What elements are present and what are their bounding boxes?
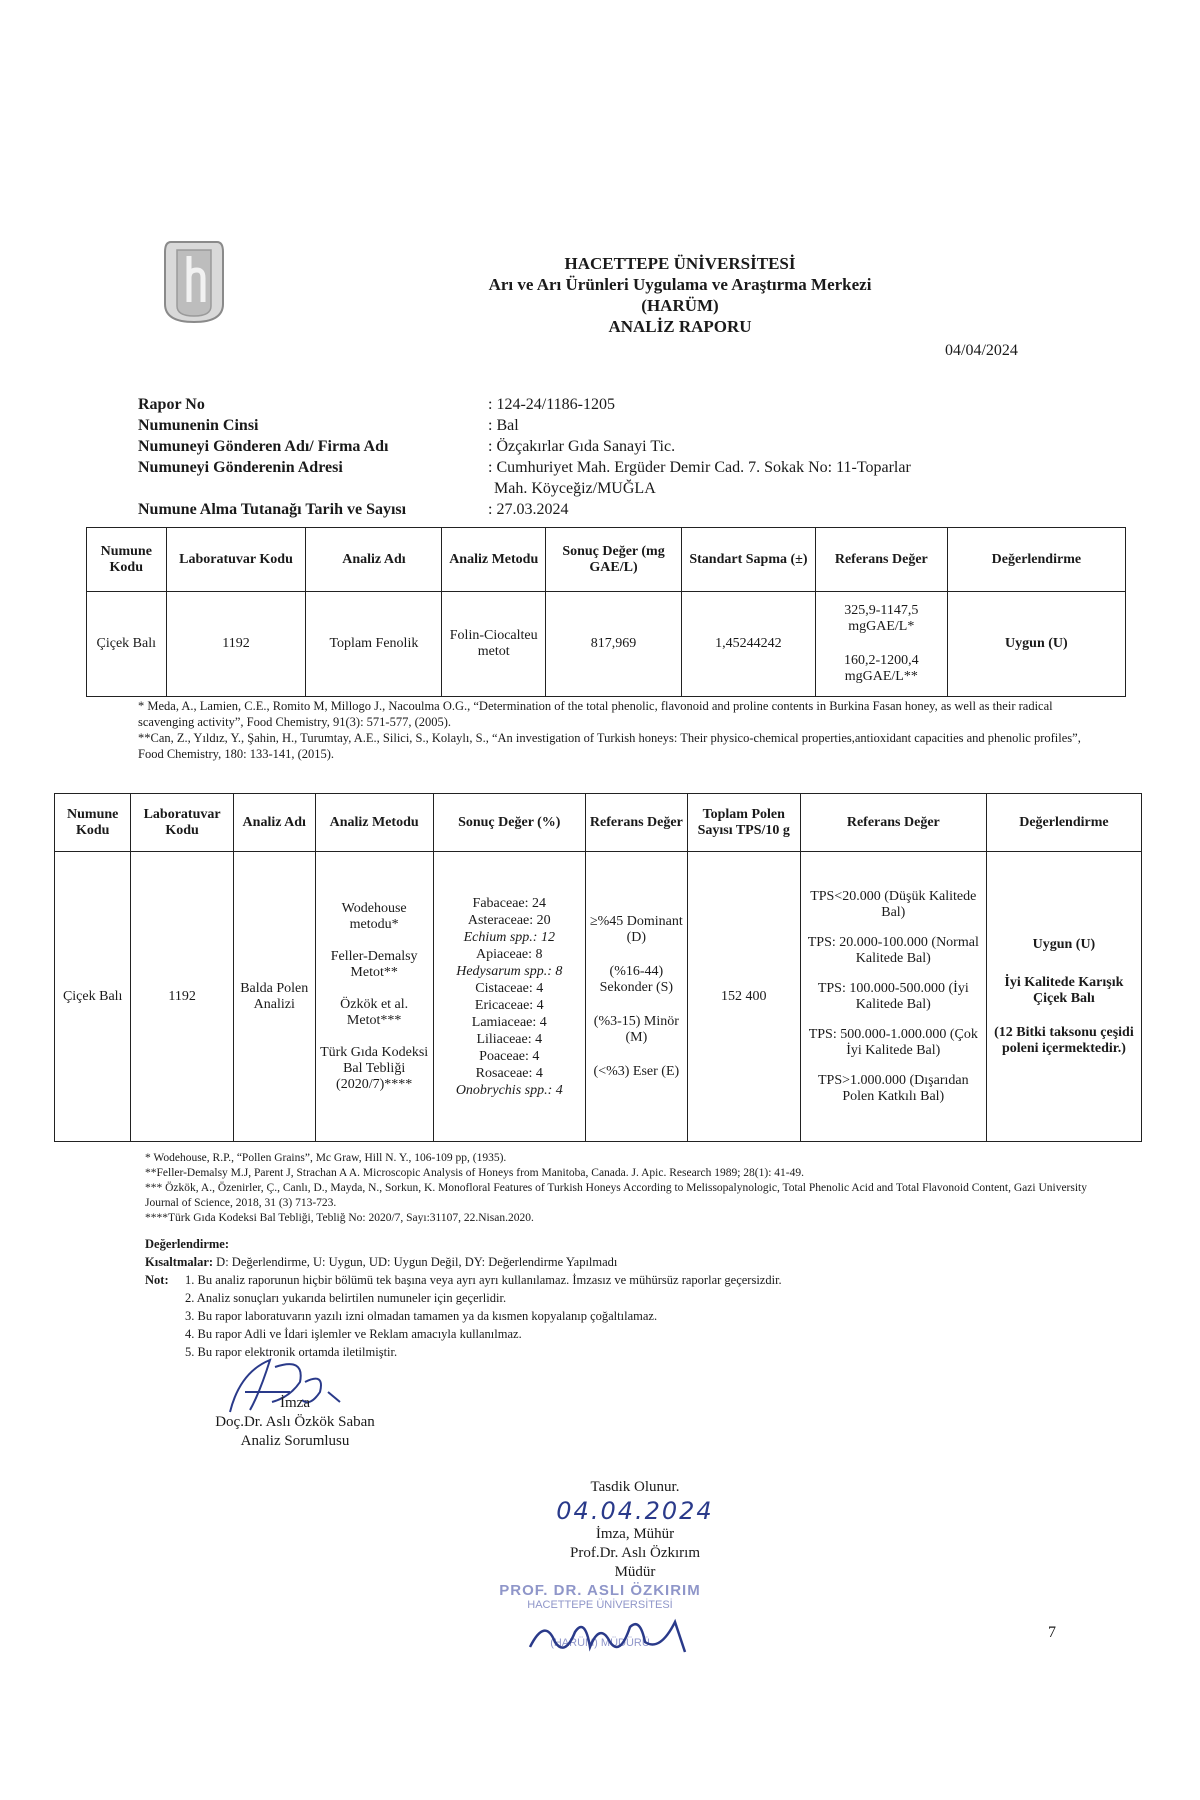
- reference-entry: **Can, Z., Yıldız, Y., Şahin, H., Turumtay, A.E., Silici, S., Kolaylı, S., “An investigation of Turkish honeys: Their physico-chemical properties,antioxidant capacities and phenolic profiles”, Food Chemistry, 180: 133-141, (2015).: [138, 731, 1081, 761]
- phenolic-references: [138, 698, 1088, 762]
- info-label: [138, 478, 488, 499]
- pollen-taxon: Onobrychis spp.: 4: [455, 1082, 563, 1098]
- note-item: 1. Bu analiz raporunun hiçbir bölümü tek başına veya ayrı ayrı kullanılamaz. İmzasız ve mühürsüz raporlar geçersizdir.: [185, 1273, 782, 1287]
- note-item: 3. Bu rapor laboratuvarın yazılı izni olmadan tamamen ya da kısmen kopyalanıp çoğaltılamaz.: [185, 1309, 658, 1323]
- table-row: [55, 852, 1142, 1142]
- note-item: 2. Analiz sonuçları yukarıda belirtilen numuneler için geçerlidir.: [185, 1291, 507, 1305]
- pollen-taxon: Poaceae: 4: [479, 1048, 540, 1064]
- analysis-name: Balda Polen Analizi: [233, 852, 315, 1142]
- analyst-block: [185, 1360, 405, 1451]
- tps-class: TPS<20.000 (Düşük Kalitede Bal): [810, 888, 977, 920]
- pollen-taxon: Fabaceae: 24: [472, 895, 547, 911]
- info-row: [138, 499, 1044, 520]
- column-header: Referans Değer: [585, 794, 687, 852]
- pollen-taxon: Liliaceae: 4: [476, 1031, 543, 1047]
- pollen-taxon: Cistaceae: 4: [475, 980, 544, 996]
- university-name: HACETTEPE ÜNİVERSİTESİ: [564, 254, 796, 273]
- info-label: Numuneyi Gönderen Adı/ Firma Adı: [138, 438, 389, 455]
- info-value: : Özçakırlar Gıda Sanayi Tic.: [488, 438, 676, 455]
- evaluation-status: Uygun (U): [1032, 936, 1096, 952]
- column-header: Laboratuvar Kodu: [131, 794, 233, 852]
- pollen-results: [433, 852, 585, 1142]
- tps-class: TPS: 500.000-1.000.000 (Çok İyi Kalitede Bal): [808, 1026, 978, 1058]
- abbreviations-text: D: Değerlendirme, U: Uygun, UD: Uygun Değil, DY: Değerlendirme Yapılmadı: [216, 1255, 618, 1269]
- director-role: Müdür: [614, 1564, 656, 1580]
- director-block: [505, 1478, 765, 1582]
- report-header: [330, 253, 1030, 337]
- report-date: 04/04/2024: [945, 342, 1018, 359]
- tps-reference-values: [800, 852, 986, 1142]
- stamp-line: (HARÜM) MÜDÜRÜ: [550, 1637, 650, 1649]
- report-notes: [145, 1235, 1145, 1361]
- method-entry: Özkök et al. Metot***: [340, 996, 409, 1028]
- university-logo: [163, 238, 225, 324]
- lab-code: 1192: [131, 852, 233, 1142]
- reference-entry: * Wodehouse, R.P., “Pollen Grains”, Mc Graw, Hill N. Y., 106-109 pp, (1935).: [145, 1152, 507, 1164]
- info-value: Mah. Köyceğiz/MUĞLA: [494, 480, 656, 497]
- pollen-results-table: [54, 793, 1142, 1142]
- info-row: [138, 457, 1044, 478]
- evaluation-class: İyi Kalitede Karışık Çiçek Balı: [1004, 974, 1124, 1006]
- note-label: Not:: [145, 1273, 169, 1287]
- reference-class: (%16-44) Sekonder (S): [599, 963, 674, 995]
- info-label: Numune Alma Tutanağı Tarih ve Sayısı: [138, 501, 407, 518]
- column-header: Referans Değer: [815, 528, 947, 592]
- approval-text: Tasdik Olunur.: [590, 1479, 680, 1495]
- column-header: Analiz Adı: [306, 528, 442, 592]
- method-entry: Türk Gıda Kodeksi Bal Tebliği (2020/7)****: [320, 1044, 429, 1092]
- evaluation: Uygun (U): [947, 592, 1125, 697]
- pollen-evaluation: [986, 852, 1141, 1142]
- reference-entry: ****Türk Gıda Kodeksi Bal Tebliği, Tebliğ No: 2020/7, Sayı:31107, 22.Nisan.2020.: [145, 1212, 534, 1224]
- handwritten-date: 04.04.2024: [556, 1497, 714, 1525]
- method-entry: Wodehouse metodu*: [341, 900, 407, 932]
- reference-values: [815, 592, 947, 697]
- pollen-reference-values: [585, 852, 687, 1142]
- stamp-line: HACETTEPE ÜNİVERSİTESİ: [527, 1599, 673, 1611]
- info-label: Rapor No: [138, 396, 205, 413]
- info-label: Numunenin Cinsi: [138, 417, 259, 434]
- pollen-references: [145, 1151, 1095, 1226]
- director-signature: [525, 1612, 705, 1667]
- director-name: Prof.Dr. Aslı Özkırım: [570, 1545, 700, 1561]
- lab-code: 1192: [166, 592, 306, 697]
- evaluation-note: (12 Bitki taksonu çeşidi poleni içermektedir.): [994, 1024, 1134, 1056]
- analyst-role: Analiz Sorumlusu: [240, 1433, 350, 1449]
- pollen-taxon: Hedysarum spp.: 8: [456, 963, 563, 979]
- info-row: [138, 478, 1044, 499]
- evaluation-heading: Değerlendirme:: [145, 1237, 229, 1251]
- pollen-taxon: Apiaceae: 8: [476, 946, 543, 962]
- abbreviations-label: Kısaltmalar:: [145, 1255, 214, 1269]
- center-abbreviation: (HARÜM): [641, 296, 719, 315]
- reference-class: (%3-15) Minör (M): [593, 1013, 679, 1045]
- tps-class: TPS: 100.000-500.000 (İyi Kalitede Bal): [817, 980, 969, 1012]
- pollen-taxon: Ericaceae: 4: [474, 997, 544, 1013]
- reference-class: ≥%45 Dominant (D): [589, 913, 683, 945]
- total-pollen-count: 152 400: [687, 852, 800, 1142]
- reference-value: 325,9-1147,5 mgGAE/L*: [844, 603, 919, 634]
- info-value: : Cumhuriyet Mah. Ergüder Demir Cad. 7. Sokak No: 11-Toparlar: [488, 459, 911, 476]
- reference-entry: **Feller-Demalsy M.J, Parent J, Strachan A A. Microscopic Analysis of Honeys from Manitoba, Canada. J. Apic. Research 1989; 28(1): 41-49.: [145, 1167, 804, 1179]
- center-name: Arı ve Arı Ürünleri Uygulama ve Araştırma Merkezi: [488, 275, 872, 294]
- sample-name: Çiçek Balı: [55, 852, 131, 1142]
- signature-label: İmza, Mühür: [595, 1526, 675, 1542]
- reference-class: (<%3) Eser (E): [593, 1063, 680, 1079]
- note-item: 4. Bu rapor Adli ve İdari işlemler ve Reklam amacıyla kullanılmaz.: [185, 1327, 522, 1341]
- column-header: Toplam Polen Sayısı TPS/10 g: [687, 794, 800, 852]
- table-header-row: [87, 528, 1126, 592]
- page-number: 7: [1048, 1624, 1056, 1641]
- tps-class: TPS>1.000.000 (Dışarıdan Polen Katkılı Bal): [817, 1072, 969, 1104]
- note-item: 5. Bu rapor elektronik ortamda iletilmiştir.: [185, 1345, 398, 1359]
- analysis-method: Folin-Ciocalteu metot: [442, 592, 546, 697]
- info-label: Numuneyi Gönderenin Adresi: [138, 459, 343, 476]
- tps-class: TPS: 20.000-100.000 (Normal Kalitede Bal): [807, 934, 979, 966]
- pollen-taxon: Echium spp.: 12: [463, 929, 555, 945]
- reference-entry: * Meda, A., Lamien, C.E., Romito M, Millogo J., Nacoulma O.G., “Determination of the total phenolic, flavonoid and proline contents in Burkina Fasan honey, as well as their radical scavenging activity”, Food Chemistry, 91(3): 571-577, (2005).: [138, 699, 1053, 729]
- info-row: [138, 394, 1044, 415]
- info-value: : 124-24/1186-1205: [488, 396, 615, 413]
- info-row: [138, 436, 1044, 457]
- info-value: : 27.03.2024: [488, 501, 569, 518]
- analysis-methods: [315, 852, 433, 1142]
- reference-entry: *** Özkök, A., Özenirler, Ç., Canlı, D., Mayda, N., Sorkun, K. Monofloral Features of Turkish Honeys According to Melissopalynologic, Total Phenolic Acid and Total Flavonoid Content, Gazi University Journal of Science, 2018, 31 (3) 713-723.: [145, 1182, 1087, 1209]
- reference-value: 160,2-1200,4 mgGAE/L**: [843, 653, 919, 684]
- column-header: Analiz Adı: [233, 794, 315, 852]
- column-header: Değerlendirme: [986, 794, 1141, 852]
- std-deviation: 1,45244242: [681, 592, 815, 697]
- pollen-taxon: Lamiaceae: 4: [471, 1014, 547, 1030]
- column-header: Standart Sapma (±): [681, 528, 815, 592]
- phenolic-results-table: [86, 527, 1126, 697]
- table-row: [87, 592, 1126, 697]
- report-title: ANALİZ RAPORU: [608, 317, 752, 336]
- table-header-row: [55, 794, 1142, 852]
- info-row: [138, 415, 1044, 436]
- method-entry: Feller-Demalsy Metot**: [330, 948, 418, 980]
- column-header: Laboratuvar Kodu: [166, 528, 306, 592]
- info-value: : Bal: [488, 417, 519, 434]
- column-header: Sonuç Değer (mg GAE/L): [546, 528, 682, 592]
- column-header: Analiz Metodu: [442, 528, 546, 592]
- pollen-taxon: Rosaceae: 4: [475, 1065, 543, 1081]
- column-header: Numune Kodu: [55, 794, 131, 852]
- stamp-line: PROF. DR. ASLI ÖZKIRIM: [499, 1582, 701, 1599]
- pollen-taxon: Asteraceae: 20: [467, 912, 551, 928]
- column-header: Değerlendirme: [947, 528, 1125, 592]
- sample-info: [138, 394, 1044, 520]
- column-header: Sonuç Değer (%): [433, 794, 585, 852]
- column-header: Numune Kodu: [87, 528, 167, 592]
- signature-label: İmza: [280, 1395, 310, 1411]
- analyst-name: Doç.Dr. Aslı Özkök Saban: [215, 1414, 375, 1430]
- result-value: 817,969: [546, 592, 682, 697]
- column-header: Referans Değer: [800, 794, 986, 852]
- analysis-name: Toplam Fenolik: [306, 592, 442, 697]
- sample-name: Çiçek Balı: [87, 592, 167, 697]
- column-header: Analiz Metodu: [315, 794, 433, 852]
